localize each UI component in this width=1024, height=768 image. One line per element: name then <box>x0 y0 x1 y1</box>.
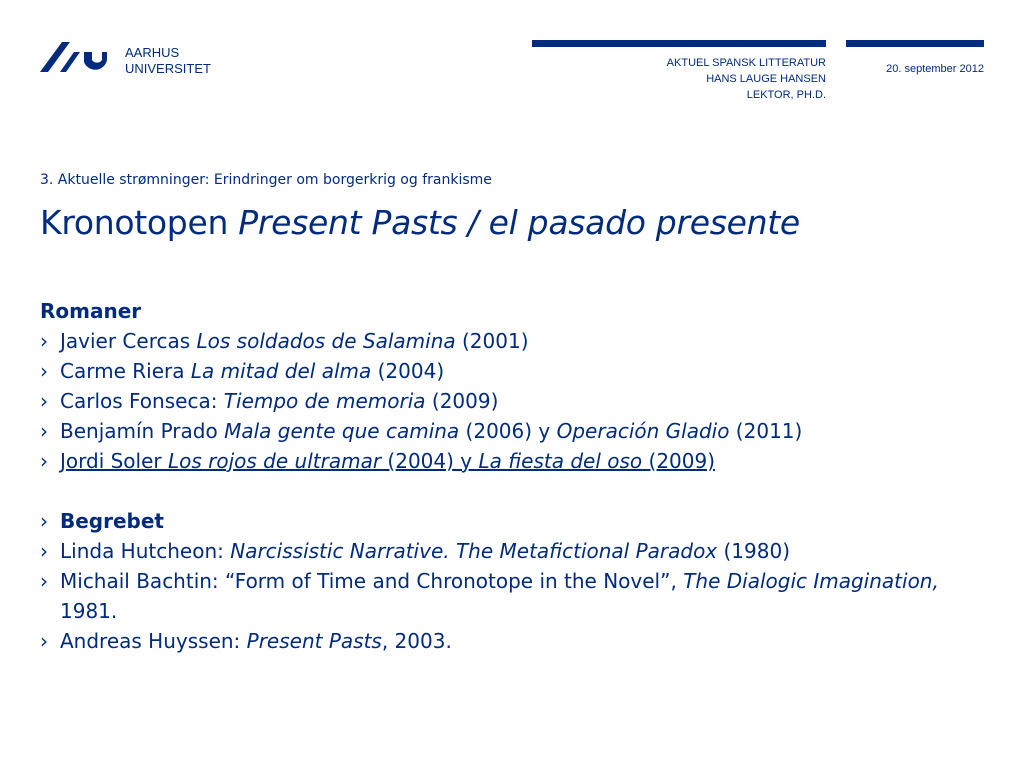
list-item <box>40 416 980 446</box>
university-name <box>125 45 211 77</box>
list-item <box>40 566 980 626</box>
list-item <box>40 356 980 386</box>
item-work: Present Pasts <box>246 629 382 653</box>
slide-title <box>40 203 800 242</box>
item-year: (2004) y <box>381 449 479 473</box>
item-work: Los soldados de Salamina <box>196 329 456 353</box>
list-item <box>40 626 980 656</box>
item-year: (1980) <box>717 539 791 563</box>
lecturer-title: LEKTOR, PH.D. <box>746 89 826 101</box>
course-info <box>667 55 826 103</box>
item-work: La mitad del alma <box>190 359 372 383</box>
header-bar-right <box>846 40 984 47</box>
course-title: AKTUEL SPANSK LITTERATUR <box>666 57 826 69</box>
item-year: 1981. <box>60 599 118 623</box>
romaner-list <box>40 326 980 476</box>
item-author: Linda Hutcheon: <box>60 539 231 563</box>
title-italic: Present Pasts / el pasado presente <box>238 203 800 242</box>
begrebet-list <box>40 506 980 656</box>
item-year-2: (2009) <box>642 449 716 473</box>
bullet-icon: › <box>40 329 48 353</box>
item-author: Carlos Fonseca: <box>60 389 224 413</box>
list-item <box>40 386 980 416</box>
bullet-icon: › <box>40 539 48 563</box>
item-work: Los rojos de ultramar <box>168 449 382 473</box>
list-item <box>40 506 980 536</box>
item-work: Narcissistic Narrative. The Metafictional Paradox <box>230 539 718 563</box>
lecturer-name: HANS LAUGE HANSEN <box>706 73 826 85</box>
item-work-2: Operación Gladio <box>556 419 730 443</box>
soler-link[interactable] <box>60 449 715 473</box>
bullet-icon: › <box>40 449 48 473</box>
bullet-icon: › <box>40 359 48 383</box>
bullet-icon: › <box>40 509 48 533</box>
item-work: The Dialogic Imagination, <box>683 569 939 593</box>
list-item <box>40 326 980 356</box>
item-year: (2004) <box>371 359 445 383</box>
item-year-2: (2011) <box>729 419 803 443</box>
item-work: Mala gente que camina <box>224 419 460 443</box>
item-author: Jordi Soler <box>60 449 168 473</box>
item-author: Andreas Huyssen: <box>60 629 247 653</box>
section-gap <box>40 476 980 506</box>
item-author: Javier Cercas <box>60 329 197 353</box>
university-name-line2: UNIVERSITET <box>125 61 211 76</box>
item-work-2: La fiesta del oso <box>478 449 643 473</box>
item-author: Benjamín Prado <box>60 419 225 443</box>
begrebet-heading: Begrebet <box>60 509 164 533</box>
item-year: (2006) y <box>459 419 557 443</box>
list-item <box>40 536 980 566</box>
item-author: Carme Riera <box>60 359 191 383</box>
bullet-icon: › <box>40 629 48 653</box>
bullet-icon: › <box>40 389 48 413</box>
bullet-icon: › <box>40 419 48 443</box>
item-year: , 2003. <box>381 629 452 653</box>
slide-subtitle: 3. Aktuelle strømninger: Erindringer om borgerkrig og frankisme <box>40 172 492 188</box>
romaner-heading: Romaner <box>40 299 142 323</box>
au-logo-icon <box>40 40 108 74</box>
header-bar-left <box>532 40 826 47</box>
university-name-line1: AARHUS <box>125 45 180 60</box>
item-work: Tiempo de memoria <box>223 389 426 413</box>
title-plain: Kronotopen <box>40 203 239 242</box>
item-year: (2001) <box>455 329 529 353</box>
item-author: Michail Bachtin: “Form of Time and Chronotope in the Novel”, <box>60 569 684 593</box>
slide-content <box>40 296 980 656</box>
bullet-icon: › <box>40 569 48 593</box>
slide-date: 20. september 2012 <box>886 63 984 75</box>
list-item-link[interactable] <box>40 446 980 476</box>
item-year: (2009) <box>425 389 499 413</box>
